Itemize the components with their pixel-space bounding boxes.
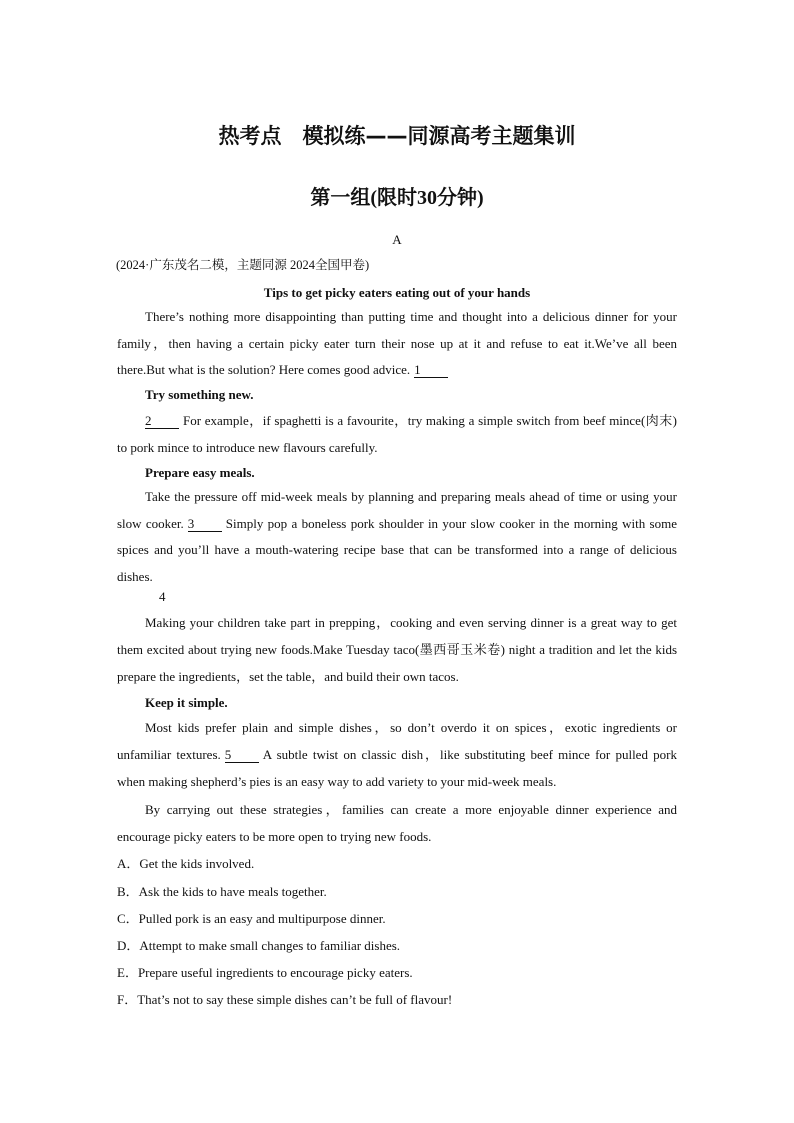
- blank-3: 3: [188, 517, 222, 532]
- option-c: C．Pulled pork is an easy and multipurpose dinner.: [117, 911, 386, 926]
- paragraph-2-text: For example，if spaghetti is a favourite，try making a simple switch from beef mince(肉末) to pork mince to introduce new flavours carefully.: [117, 413, 677, 455]
- heading-try-something-new: Try something new.: [145, 387, 254, 402]
- intro-paragraph: [117, 304, 677, 384]
- paragraph-5: [117, 714, 677, 795]
- option-f: F．That’s not to say these simple dishes can’t be full of flavour!: [117, 992, 453, 1007]
- heading-keep-it-simple: Keep it simple.: [145, 695, 228, 710]
- page-title: 热考点 模拟练——同源高考主题集训: [218, 124, 576, 148]
- blank-5: 5: [225, 748, 259, 763]
- paragraph-4-text: Making your children take part in prepping，cooking and even serving dinner is a great way to get them excited about trying new foods.Make Tuesday taco(墨西哥玉米卷) night a tradition and let the kids prepare the ingredients，set the table，and build their own tacos.: [117, 615, 677, 684]
- paragraph-3-text-a: Take the pressure off mid-week meals by planning and preparing meals ahead of time or using your slow cooker.: [117, 489, 677, 531]
- option-d: D．Attempt to make small changes to familiar dishes.: [117, 938, 401, 953]
- intro-text: There’s nothing more disappointing than putting time and thought into a delicious dinner for your family，then having a certain picky eater turn their nose up at it and refuse to eat it.We’ve all been there.But what is the solution? Here comes good advice.: [117, 309, 677, 377]
- blank-2: 2: [145, 414, 179, 429]
- paragraph-5-text-a: Most kids prefer plain and simple dishes，so don’t overdo it on spices，exotic ingredients or unfamiliar textures.: [117, 720, 677, 762]
- paragraph-2: [117, 407, 677, 461]
- conclusion-paragraph: [117, 797, 677, 850]
- blank-1: 1: [414, 363, 448, 378]
- article-title: Tips to get picky eaters eating out of your hands: [263, 285, 531, 300]
- page-subtitle: 第一组(限时30分钟): [310, 187, 484, 209]
- heading-prepare-easy-meals: Prepare easy meals.: [145, 465, 255, 480]
- paragraph-3-text-b: Simply pop a boneless pork shoulder in your slow cooker in the morning with some spices and you’ll have a mouth-watering recipe base that can be transformed into a range of delicious dishes.: [117, 515, 677, 584]
- option-e: E．Prepare useful ingredients to encourage picky eaters.: [117, 965, 413, 980]
- source-note: (2024·广东茂名二模，主题同源 2024全国甲卷): [116, 258, 370, 272]
- paragraph-5-text-b: A subtle twist on classic dish，like substituting beef mince for pulled pork when making shepherd’s pies is an easy way to add variety to your mid-week meals.: [117, 747, 677, 789]
- paragraph-4: [117, 609, 677, 690]
- paragraph-3: [117, 484, 677, 590]
- section-label: A: [392, 232, 402, 247]
- option-a: A．Get the kids involved.: [117, 856, 255, 871]
- conclusion-text: By carrying out these strategies，families can create a more enjoyable dinner experience and encourage picky eaters to be more open to trying new foods.: [117, 802, 677, 844]
- blank-4: 4: [159, 589, 166, 604]
- option-b: B．Ask the kids to have meals together.: [117, 884, 327, 899]
